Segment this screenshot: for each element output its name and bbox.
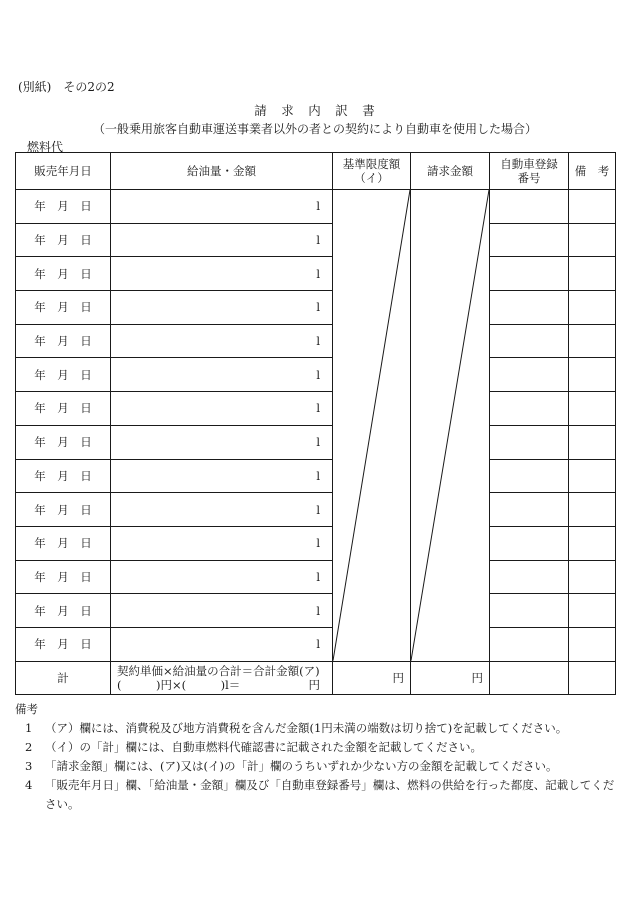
vehicle-number-field[interactable] (490, 358, 569, 392)
remarks-field[interactable] (569, 358, 616, 392)
fuel-amount-field[interactable] (111, 425, 333, 459)
formula-line-2-input: ( )円×( )l＝ (117, 677, 241, 692)
remarks-field[interactable] (569, 223, 616, 257)
col-header-vehicle-number: 自動車登録 番号 (490, 153, 569, 190)
total-formula-field[interactable] (111, 661, 333, 694)
fuel-amount-field[interactable] (111, 324, 333, 358)
liter-unit: l (316, 569, 320, 584)
total-claim-field[interactable] (411, 661, 490, 694)
formula-line-2-unit: 円 (308, 677, 320, 692)
vehicle-number-field[interactable] (490, 459, 569, 493)
note-number: 2 (25, 740, 33, 754)
total-limit-unit: 円 (392, 670, 404, 685)
remarks-field[interactable] (569, 190, 616, 224)
vehicle-number-field[interactable] (490, 493, 569, 527)
standard-limit-struck-cell (333, 190, 411, 662)
table-row (16, 560, 616, 594)
liter-unit: l (316, 435, 320, 450)
sale-date-field[interactable] (16, 560, 111, 594)
total-vehicle-field[interactable] (490, 661, 569, 694)
total-claim-unit: 円 (471, 670, 483, 685)
fuel-amount-field[interactable] (111, 594, 333, 628)
vehicle-number-field[interactable] (490, 257, 569, 291)
fuel-amount-field[interactable] (111, 560, 333, 594)
sale-date-field[interactable] (16, 392, 111, 426)
date-placeholder: 年 月 日 (34, 468, 92, 483)
total-limit-field[interactable] (333, 661, 411, 694)
diagonal-strike-line (333, 190, 410, 661)
fuel-amount-field[interactable] (111, 526, 333, 560)
col-header-claim-amount: 請求金額 (411, 153, 490, 190)
fuel-amount-field[interactable] (111, 291, 333, 325)
liter-unit: l (316, 502, 320, 517)
table-row (16, 257, 616, 291)
sale-date-field[interactable] (16, 627, 111, 661)
note-text: （イ）の「計」欄には、自動車燃料代確認書に記載された金額を記載してください。 (45, 740, 482, 754)
remarks-field[interactable] (569, 493, 616, 527)
sale-date-field[interactable] (16, 493, 111, 527)
date-placeholder: 年 月 日 (34, 300, 92, 315)
table-row (16, 190, 616, 224)
note-number: 3 (25, 759, 33, 773)
document-title: 請 求 内 訳 書 (254, 103, 376, 118)
remarks-field[interactable] (569, 425, 616, 459)
remarks-field[interactable] (569, 257, 616, 291)
notes-heading: 備考 (15, 702, 38, 716)
liter-unit: l (316, 468, 320, 483)
date-placeholder: 年 月 日 (34, 401, 92, 416)
fuel-amount-field[interactable] (111, 190, 333, 224)
fuel-amount-field[interactable] (111, 223, 333, 257)
date-placeholder: 年 月 日 (34, 266, 92, 281)
note-number: 1 (25, 721, 33, 735)
sale-date-field[interactable] (16, 324, 111, 358)
date-placeholder: 年 月 日 (34, 435, 92, 450)
liter-unit: l (316, 266, 320, 281)
remarks-field[interactable] (569, 459, 616, 493)
sale-date-field[interactable] (16, 425, 111, 459)
table-header-row (16, 153, 616, 190)
fuel-amount-field[interactable] (111, 257, 333, 291)
date-placeholder: 年 月 日 (34, 536, 92, 551)
remarks-field[interactable] (569, 324, 616, 358)
date-placeholder: 年 月 日 (34, 603, 92, 618)
fuel-amount-field[interactable] (111, 459, 333, 493)
liter-unit: l (316, 536, 320, 551)
table-row (16, 425, 616, 459)
sale-date-field[interactable] (16, 526, 111, 560)
remarks-field[interactable] (569, 627, 616, 661)
table-row (16, 594, 616, 628)
date-placeholder: 年 月 日 (34, 233, 92, 248)
note-item (15, 738, 615, 757)
date-placeholder: 年 月 日 (34, 367, 92, 382)
table-row (16, 493, 616, 527)
vehicle-number-field[interactable] (490, 560, 569, 594)
diagonal-strike-line (411, 190, 489, 661)
date-placeholder: 年 月 日 (34, 502, 92, 517)
note-item (15, 776, 615, 814)
col-header-remarks: 備 考 (569, 153, 616, 190)
table-row (16, 291, 616, 325)
total-label: 計 (16, 661, 111, 694)
vehicle-number-field[interactable] (490, 324, 569, 358)
liter-unit: l (316, 199, 320, 214)
liter-unit: l (316, 401, 320, 416)
fuel-amount-field[interactable] (111, 493, 333, 527)
notes-section (15, 700, 615, 814)
total-remarks-field[interactable] (569, 661, 616, 694)
fuel-amount-field[interactable] (111, 392, 333, 426)
vehicle-number-field[interactable] (490, 392, 569, 426)
table-row (16, 627, 616, 661)
sale-date-field[interactable] (16, 223, 111, 257)
remarks-field[interactable] (569, 594, 616, 628)
col-header-fuel-amount: 給油量・金額 (111, 153, 333, 190)
table-row (16, 526, 616, 560)
liter-unit: l (316, 603, 320, 618)
vehicle-number-field[interactable] (490, 223, 569, 257)
vehicle-number-field[interactable] (490, 594, 569, 628)
sale-date-field[interactable] (16, 358, 111, 392)
formula-line-1: 契約単価×給油量の合計＝合計金額(ア) (117, 663, 320, 678)
table-row (16, 392, 616, 426)
date-placeholder: 年 月 日 (34, 569, 92, 584)
sale-date-field[interactable] (16, 291, 111, 325)
sale-date-field[interactable] (16, 257, 111, 291)
total-row (16, 661, 616, 694)
vehicle-number-field[interactable] (490, 190, 569, 224)
sale-date-field[interactable] (16, 190, 111, 224)
section-label: 燃料代 (27, 140, 64, 154)
sale-date-field[interactable] (16, 459, 111, 493)
remarks-field[interactable] (569, 392, 616, 426)
liter-unit: l (316, 233, 320, 248)
document-subtitle: （一般乗用旅客自動車運送事業者以外の者との契約により自動車を使用した場合） (92, 122, 537, 136)
vehicle-number-field[interactable] (490, 425, 569, 459)
col-header-sale-date: 販売年月日 (16, 153, 111, 190)
sale-date-field[interactable] (16, 594, 111, 628)
remarks-field[interactable] (569, 560, 616, 594)
document-reference: (別紙) その2の2 (18, 80, 115, 94)
note-item (15, 719, 615, 738)
claim-amount-struck-cell (411, 190, 490, 662)
col-header-standard-limit: 基準限度額 （イ） (333, 153, 411, 190)
liter-unit: l (316, 637, 320, 652)
remarks-field[interactable] (569, 526, 616, 560)
vehicle-number-field[interactable] (490, 291, 569, 325)
invoice-breakdown-table (15, 152, 616, 695)
table-row (16, 358, 616, 392)
remarks-field[interactable] (569, 291, 616, 325)
date-placeholder: 年 月 日 (34, 637, 92, 652)
table-row (16, 324, 616, 358)
date-placeholder: 年 月 日 (34, 199, 92, 214)
note-text: （ア）欄には、消費税及び地方消費税を含んだ金額(1円未満の端数は切り捨て)を記載してください。 (45, 721, 568, 735)
vehicle-number-field[interactable] (490, 526, 569, 560)
note-number: 4 (25, 778, 33, 792)
note-text: 「請求金額」欄には、(ア)又は(イ)の「計」欄のうちいずれか少ない方の金額を記載してください。 (45, 759, 558, 773)
fuel-amount-field[interactable] (111, 358, 333, 392)
fuel-amount-field[interactable] (111, 627, 333, 661)
date-placeholder: 年 月 日 (34, 334, 92, 349)
liter-unit: l (316, 334, 320, 349)
vehicle-number-field[interactable] (490, 627, 569, 661)
note-text: 「販売年月日」欄、「給油量・金額」欄及び「自動車登録番号」欄は、燃料の供給を行った都度、記載してください。 (45, 778, 615, 811)
table-row (16, 459, 616, 493)
table-row (16, 223, 616, 257)
liter-unit: l (316, 300, 320, 315)
note-item (15, 757, 615, 776)
liter-unit: l (316, 367, 320, 382)
